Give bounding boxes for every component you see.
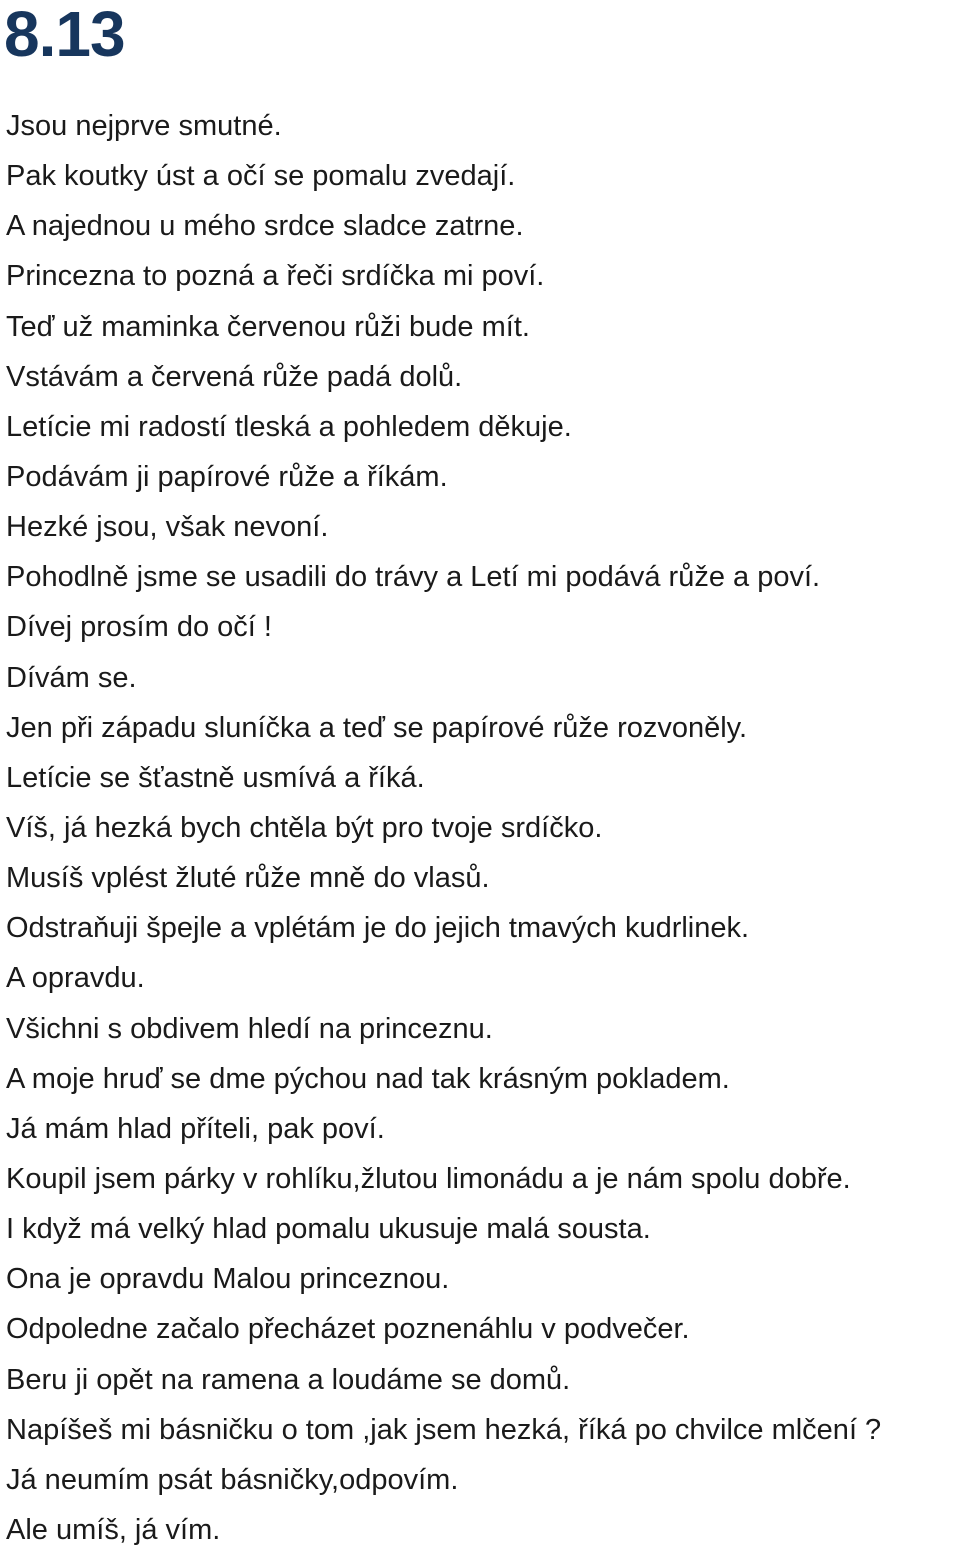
text-line: Ale umíš, já vím. bbox=[6, 1513, 221, 1546]
text-line: Beru ji opět na ramena a loudáme se domů. bbox=[6, 1363, 571, 1396]
text-line: Víš, já hezká bych chtěla být pro tvoje srdíčko. bbox=[6, 811, 603, 844]
text-line: Ona je opravdu Malou princeznou. bbox=[6, 1263, 450, 1296]
text-line: Letície se šťastně usmívá a říká. bbox=[6, 761, 425, 794]
story-text bbox=[6, 101, 881, 1555]
text-line: Já neumím psát básničky,odpovím. bbox=[6, 1463, 459, 1496]
text-line: Odstraňuji špejle a vplétám je do jejich tmavých kudrlinek. bbox=[6, 912, 750, 945]
text-line: Pak koutky úst a očí se pomalu zvedají. bbox=[6, 160, 516, 193]
text-line: Dívej prosím do očí ! bbox=[6, 611, 272, 644]
text-line: Pohodlně jsme se usadili do trávy a Letí mi podává růže a poví. bbox=[6, 561, 821, 594]
text-line: I když má velký hlad pomalu ukusuje malá sousta. bbox=[6, 1213, 651, 1246]
text-line: A moje hruď se dme pýchou nad tak krásným pokladem. bbox=[6, 1062, 730, 1095]
text-line: Teď už maminka červenou růži bude mít. bbox=[6, 310, 530, 343]
text-line: Napíšeš mi básničku o tom ,jak jsem hezká, říká po chvilce mlčení ? bbox=[6, 1413, 882, 1446]
text-line: Všichni s obdivem hledí na princeznu. bbox=[6, 1012, 493, 1045]
text-line: Letície mi radostí tleská a pohledem děkuje. bbox=[6, 410, 572, 443]
text-line: Jen při západu sluníčka a teď se papírové růže rozvoněly. bbox=[6, 711, 748, 744]
text-line: Odpoledne začalo přecházet poznenáhlu v podvečer. bbox=[6, 1313, 690, 1346]
text-line: Dívám se. bbox=[6, 661, 137, 694]
text-line: Vstávám a červená růže padá dolů. bbox=[6, 360, 463, 393]
text-line: Princezna to pozná a řeči srdíčka mi poví. bbox=[6, 260, 545, 293]
text-line: Musíš vplést žluté růže mně do vlasů. bbox=[6, 862, 490, 895]
text-line: A najednou u mého srdce sladce zatrne. bbox=[6, 210, 524, 243]
text-line: Já mám hlad příteli, pak poví. bbox=[6, 1112, 385, 1145]
text-line: A opravdu. bbox=[6, 962, 145, 995]
text-line: Hezké jsou, však nevoní. bbox=[6, 511, 329, 544]
text-line: Koupil jsem párky v rohlíku,žlutou limonádu a je nám spolu dobře. bbox=[6, 1162, 851, 1195]
text-line: Podávám ji papírové růže a říkám. bbox=[6, 460, 448, 493]
section-number-heading: 8.13 bbox=[4, 0, 125, 70]
text-line: Jsou nejprve smutné. bbox=[6, 110, 282, 142]
